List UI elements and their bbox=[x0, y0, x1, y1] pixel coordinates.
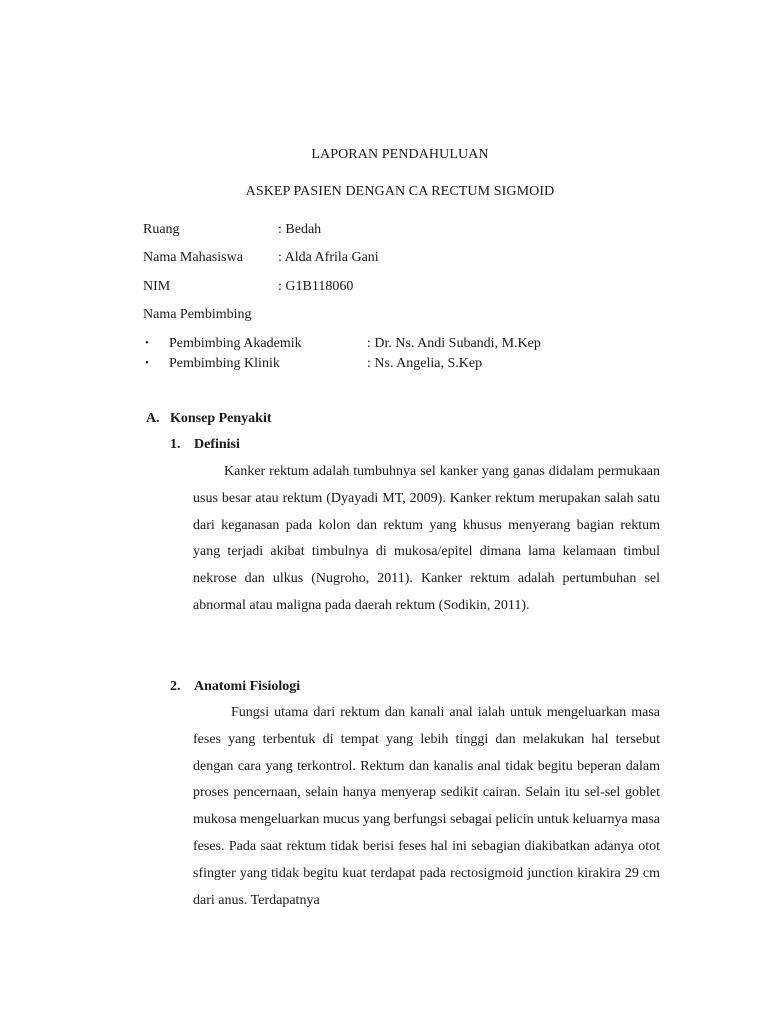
info-value: : Bedah bbox=[278, 222, 322, 237]
info-value: : G1B118060 bbox=[278, 279, 354, 294]
subsection-heading-definisi bbox=[170, 437, 240, 453]
bullet-icon: • bbox=[145, 357, 149, 369]
info-row-nama-pembimbing bbox=[143, 307, 252, 323]
info-row-nim bbox=[143, 279, 353, 295]
bullet-icon: • bbox=[145, 337, 149, 349]
info-row-nama-mahasiswa bbox=[143, 250, 379, 266]
section-title: Konsep Penyakit bbox=[170, 411, 272, 426]
list-item-value: : Ns. Angelia, S.Kep bbox=[367, 356, 483, 371]
page-title: LAPORAN PENDAHULUAN bbox=[311, 147, 489, 162]
section-number: A. bbox=[146, 411, 160, 426]
subsection-title: Definisi bbox=[194, 437, 240, 452]
info-label: Nama Pembimbing bbox=[143, 307, 252, 322]
info-label: NIM bbox=[143, 279, 171, 294]
info-label: Ruang bbox=[143, 222, 180, 237]
paragraph-anatomi-fisiologi: Fungsi utama dari rektum dan kanali anal ialah untuk mengeluarkan masa feses yang terbentuk di tempat yang lebih tinggi dan melakukan hal tersebut dengan cara yang terkontrol. Rektum dan kanalis anal tidak begitu beperan dalam proses pencernaan, selain hanya menyerap sedikit cairan. Selain itu sel-sel goblet mukosa mengeluarkan mucus yang berfungsi sebagai pelicin untuk keluarnya masa feses. Pada saat rektum tidak berisi feses hal ini sebagian diakibatkan adanya otot sfingter yang tidak begitu kuat terdapat pada rectosigmoid junction kirakira 29 cm dari anus. Terdapatnya bbox=[193, 705, 660, 908]
info-label: Nama Mahasiswa bbox=[143, 250, 243, 265]
list-item-pembimbing-klinik bbox=[145, 356, 482, 372]
subsection-title: Anatomi Fisiologi bbox=[194, 679, 301, 694]
paragraph-definisi: Kanker rektum adalah tumbuhnya sel kanker yang ganas didalam permukaan usus besar atau rektum (Dyayadi MT, 2009). Kanker rektum merupakan salah satu dari keganasan pada kolon dan rektum yang khusus menyerang bagian rektum yang terjadi akibat timbulnya di mukosa/epitel dimana lama kelamaan timbul nekrose dan ulkus (Nugroho, 2011). Kanker rektum adalah pertumbuhan sel abnormal atau maligna pada daerah rektum (Sodikin, 2011). bbox=[193, 464, 660, 613]
list-item-value: : Dr. Ns. Andi Subandi, M.Kep bbox=[367, 336, 541, 351]
list-item-pembimbing-akademik bbox=[145, 336, 541, 352]
subsection-number: 1. bbox=[170, 437, 181, 452]
list-item-label: Pembimbing Klinik bbox=[169, 356, 280, 371]
section-heading-konsep-penyakit bbox=[146, 411, 272, 427]
info-row-ruang bbox=[143, 222, 321, 238]
page-subtitle: ASKEP PASIEN DENGAN CA RECTUM SIGMOID bbox=[245, 184, 555, 199]
subsection-heading-anatomi-fisiologi bbox=[170, 679, 300, 695]
subsection-number: 2. bbox=[170, 679, 181, 694]
info-value: : Alda Afrila Gani bbox=[278, 250, 379, 265]
list-item-label: Pembimbing Akademik bbox=[169, 336, 302, 351]
